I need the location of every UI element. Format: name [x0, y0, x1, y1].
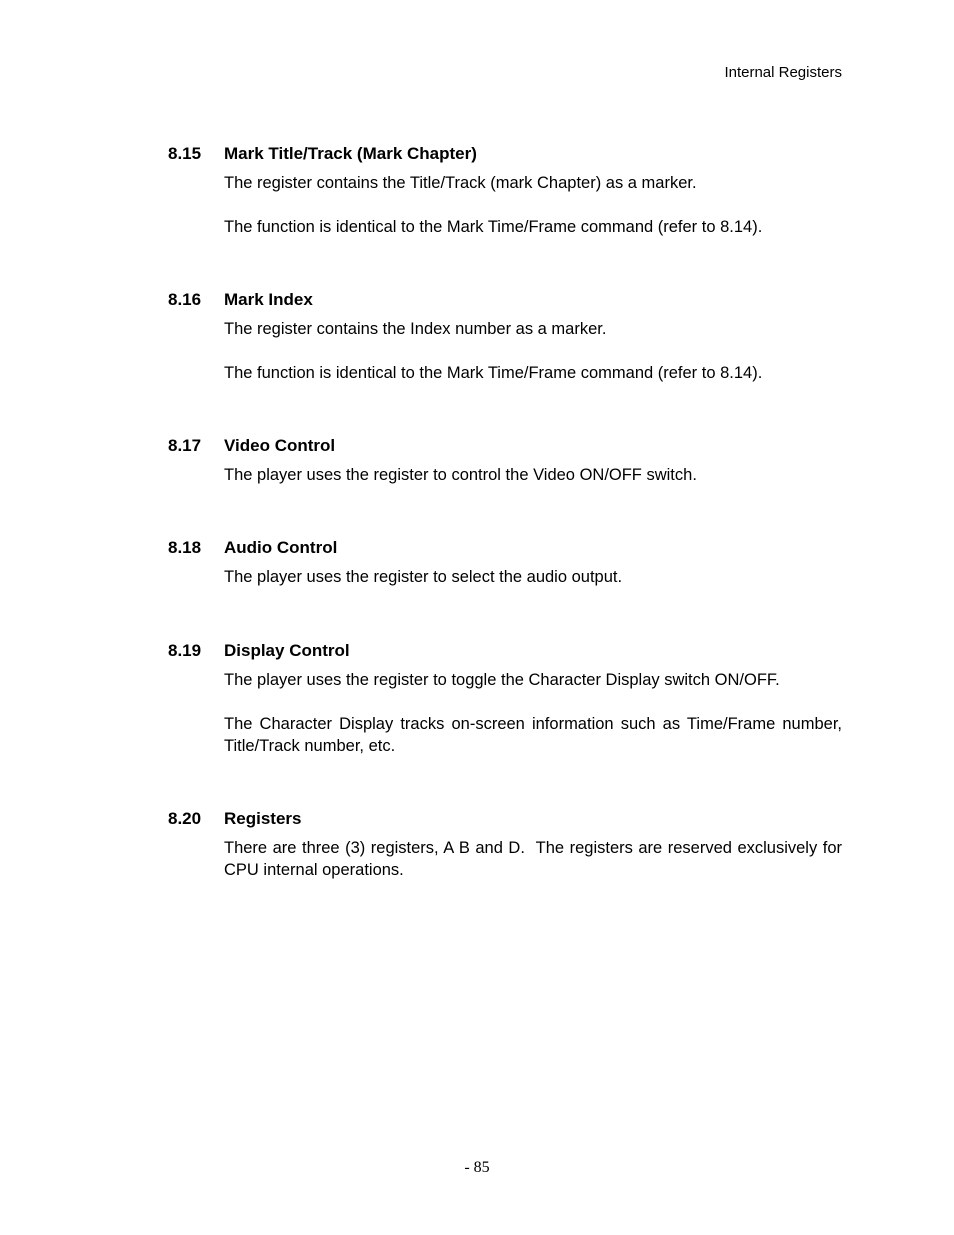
- paragraph: The function is identical to the Mark Time/Frame command (refer to 8.14).: [224, 218, 763, 236]
- running-header: Internal Registers: [724, 64, 842, 81]
- section-number: 8.16: [168, 290, 202, 309]
- section-body: [224, 464, 842, 486]
- section-body: [224, 318, 842, 384]
- section-8-18: [168, 538, 842, 588]
- paragraph: The player uses the register to control the Video ON/OFF switch.: [224, 466, 697, 484]
- section-number: 8.17: [168, 436, 202, 455]
- section-8-15: [168, 144, 842, 238]
- section-heading: [168, 436, 842, 456]
- paragraph: The function is identical to the Mark Time/Frame command (refer to 8.14).: [224, 364, 763, 382]
- section-title: Mark Index: [224, 290, 313, 309]
- section-body: [224, 172, 842, 238]
- paragraph: The player uses the register to select the audio output.: [224, 568, 623, 586]
- paragraph: There are three (3) registers, A B and D. The registers are reserved exclusively for CPU internal operations.: [224, 839, 847, 879]
- section-body: [224, 669, 842, 757]
- paragraph: The player uses the register to toggle the Character Display switch ON/OFF.: [224, 671, 780, 689]
- section-heading: [168, 290, 842, 310]
- paragraph: The register contains the Title/Track (mark Chapter) as a marker.: [224, 174, 697, 192]
- section-title: Video Control: [224, 436, 336, 455]
- section-8-16: [168, 290, 842, 384]
- page-number: - 85: [464, 1159, 490, 1176]
- section-title: Audio Control: [224, 538, 338, 557]
- section-number: 8.20: [168, 809, 202, 828]
- section-title: Mark Title/Track (Mark Chapter): [224, 144, 477, 163]
- section-heading: [168, 641, 842, 661]
- section-8-20: [168, 809, 847, 881]
- section-number: 8.19: [168, 641, 202, 660]
- section-body: [224, 837, 847, 881]
- paragraph: The register contains the Index number as a marker.: [224, 320, 607, 338]
- section-heading: [168, 144, 842, 164]
- section-number: 8.15: [168, 144, 202, 163]
- paragraph: The Character Display tracks on-screen information such as Time/Frame number, Title/Track number, etc.: [224, 715, 842, 755]
- section-8-17: [168, 436, 842, 486]
- section-8-19: [168, 641, 842, 757]
- section-heading: [168, 538, 842, 558]
- section-heading: [168, 809, 842, 829]
- section-title: Registers: [224, 809, 302, 828]
- section-body: [224, 566, 842, 588]
- section-number: 8.18: [168, 538, 202, 557]
- section-title: Display Control: [224, 641, 350, 660]
